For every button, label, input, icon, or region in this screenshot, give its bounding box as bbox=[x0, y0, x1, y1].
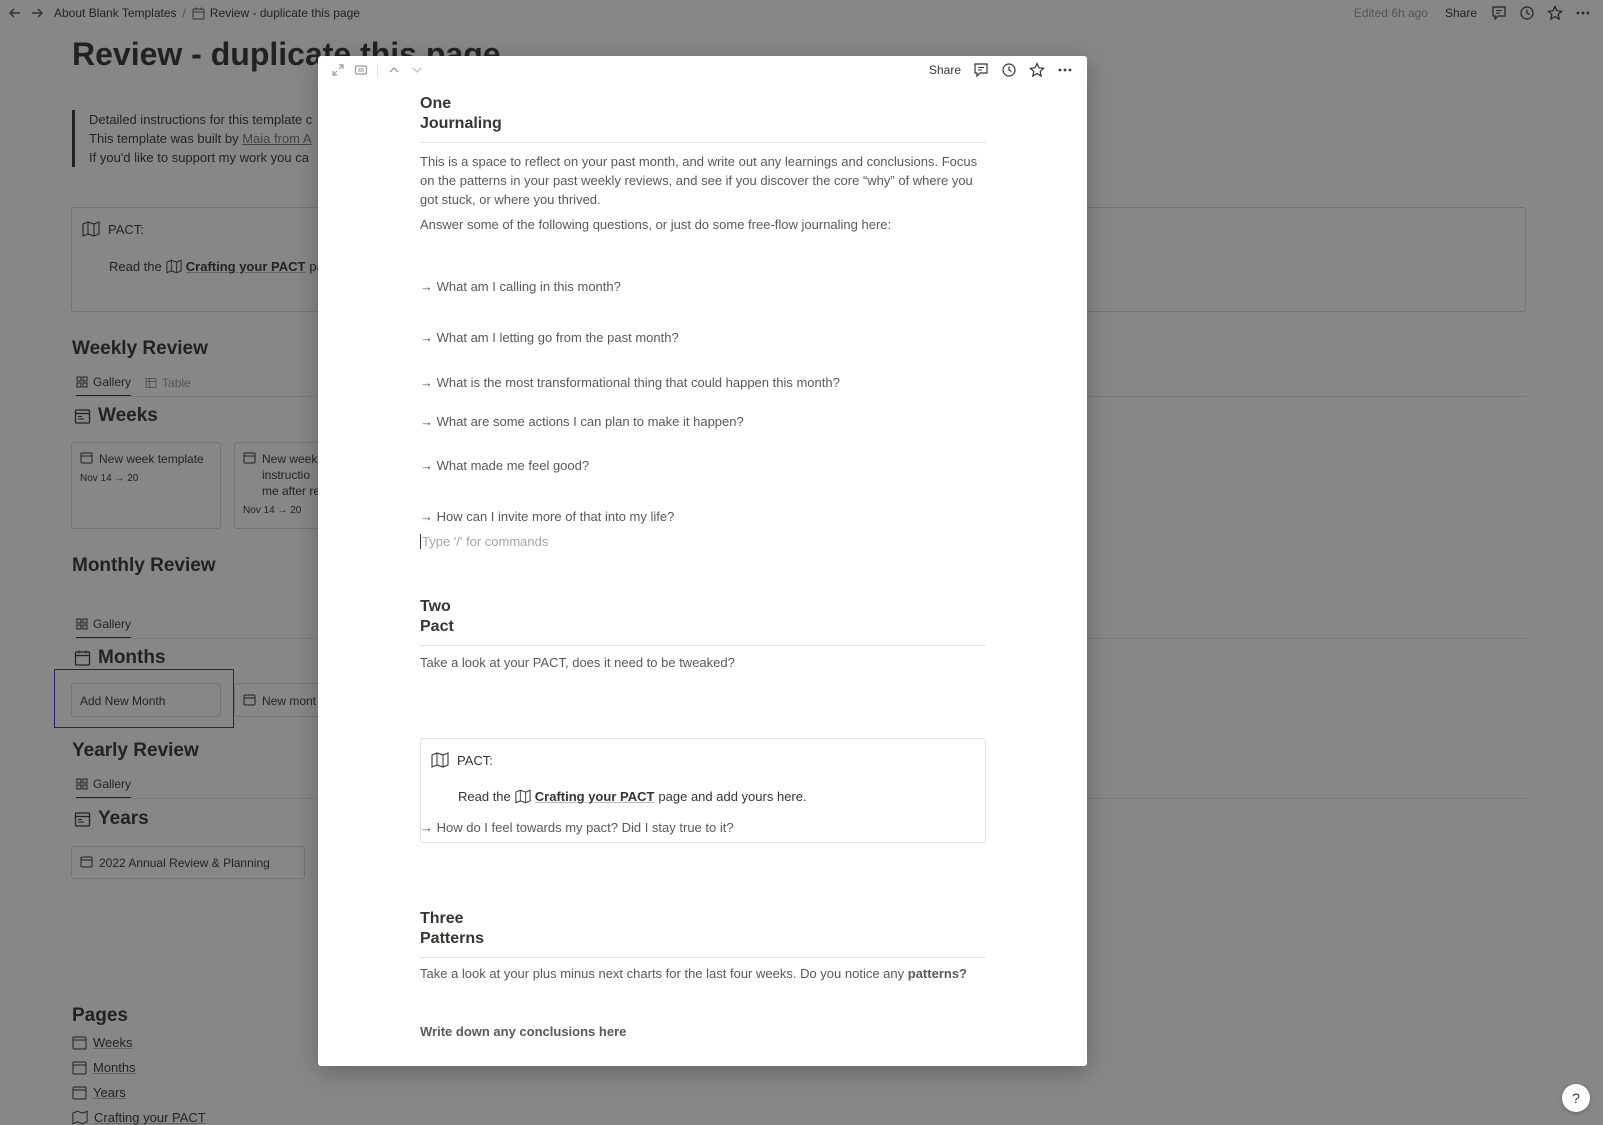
map-icon bbox=[431, 752, 449, 768]
section-number: Three bbox=[420, 910, 464, 927]
section-number: One bbox=[420, 95, 452, 112]
history-clock-icon[interactable] bbox=[1001, 62, 1017, 78]
pact-title: PACT: bbox=[457, 752, 493, 768]
help-button[interactable]: ? bbox=[1562, 1084, 1590, 1112]
section-number: Two bbox=[420, 598, 451, 615]
pact-intro: Take a look at your PACT, does it need to be tweaked? bbox=[420, 655, 735, 670]
crafting-pact-link[interactable]: Crafting your PACT bbox=[534, 789, 655, 804]
side-peek-icon[interactable] bbox=[354, 63, 368, 77]
section-heading-pact bbox=[420, 597, 986, 646]
patterns-intro-bold: patterns? bbox=[907, 966, 967, 981]
modal-toolbar bbox=[318, 56, 1087, 86]
journal-question[interactable]: → What is the most transformational thing that could happen this month? bbox=[420, 375, 840, 390]
pact-read-suffix: page and add yours here. bbox=[658, 789, 807, 804]
journaling-intro: This is a space to reflect on your past month, and write out any learnings and conclusions. Focus on the patterns in your past weekly reviews, and see if you discover the core “why” of where you got stuck, or where you thrived. bbox=[420, 154, 978, 207]
comment-icon[interactable] bbox=[973, 62, 989, 78]
journaling-instructions: Answer some of the following questions, or just do some free-flow journaling here: bbox=[420, 217, 892, 232]
page-preview-modal bbox=[318, 56, 1087, 1066]
journal-question[interactable]: → What am I letting go from the past month? bbox=[420, 330, 679, 345]
journal-question[interactable]: → What are some actions I can plan to make it happen? bbox=[420, 414, 744, 429]
journal-question[interactable]: → What made me feel good? bbox=[420, 458, 590, 473]
patterns-intro-text: Take a look at your plus minus next charts for the last four weeks. Do you notice any bbox=[420, 966, 905, 981]
command-placeholder-input[interactable] bbox=[420, 534, 548, 549]
section-heading-patterns bbox=[420, 909, 986, 958]
section-heading-journaling bbox=[420, 94, 986, 143]
section-title: Patterns bbox=[420, 930, 485, 947]
expand-full-page-icon[interactable] bbox=[331, 63, 345, 77]
toolbar-divider bbox=[377, 63, 378, 77]
text-caret bbox=[420, 534, 421, 549]
conclusions-prompt: Write down any conclusions here bbox=[420, 1024, 627, 1039]
pact-read-prefix: Read the bbox=[458, 789, 511, 804]
more-options-icon[interactable] bbox=[1057, 62, 1073, 78]
patterns-intro bbox=[420, 964, 986, 983]
pact-question[interactable]: → How do I feel towards my pact? Did I stay true to it? bbox=[420, 820, 734, 835]
journal-question[interactable]: → What am I calling in this month? bbox=[420, 279, 621, 294]
chevron-up-icon[interactable] bbox=[387, 63, 401, 77]
star-favorite-icon[interactable] bbox=[1029, 62, 1045, 78]
placeholder-text: Type '/' for commands bbox=[422, 534, 549, 549]
chevron-down-icon[interactable] bbox=[410, 63, 424, 77]
modal-share-button[interactable]: Share bbox=[928, 63, 961, 77]
map-icon bbox=[515, 789, 531, 804]
section-title: Journaling bbox=[420, 115, 502, 132]
section-title: Pact bbox=[420, 618, 454, 635]
journal-question[interactable]: → How can I invite more of that into my life? bbox=[420, 509, 675, 524]
